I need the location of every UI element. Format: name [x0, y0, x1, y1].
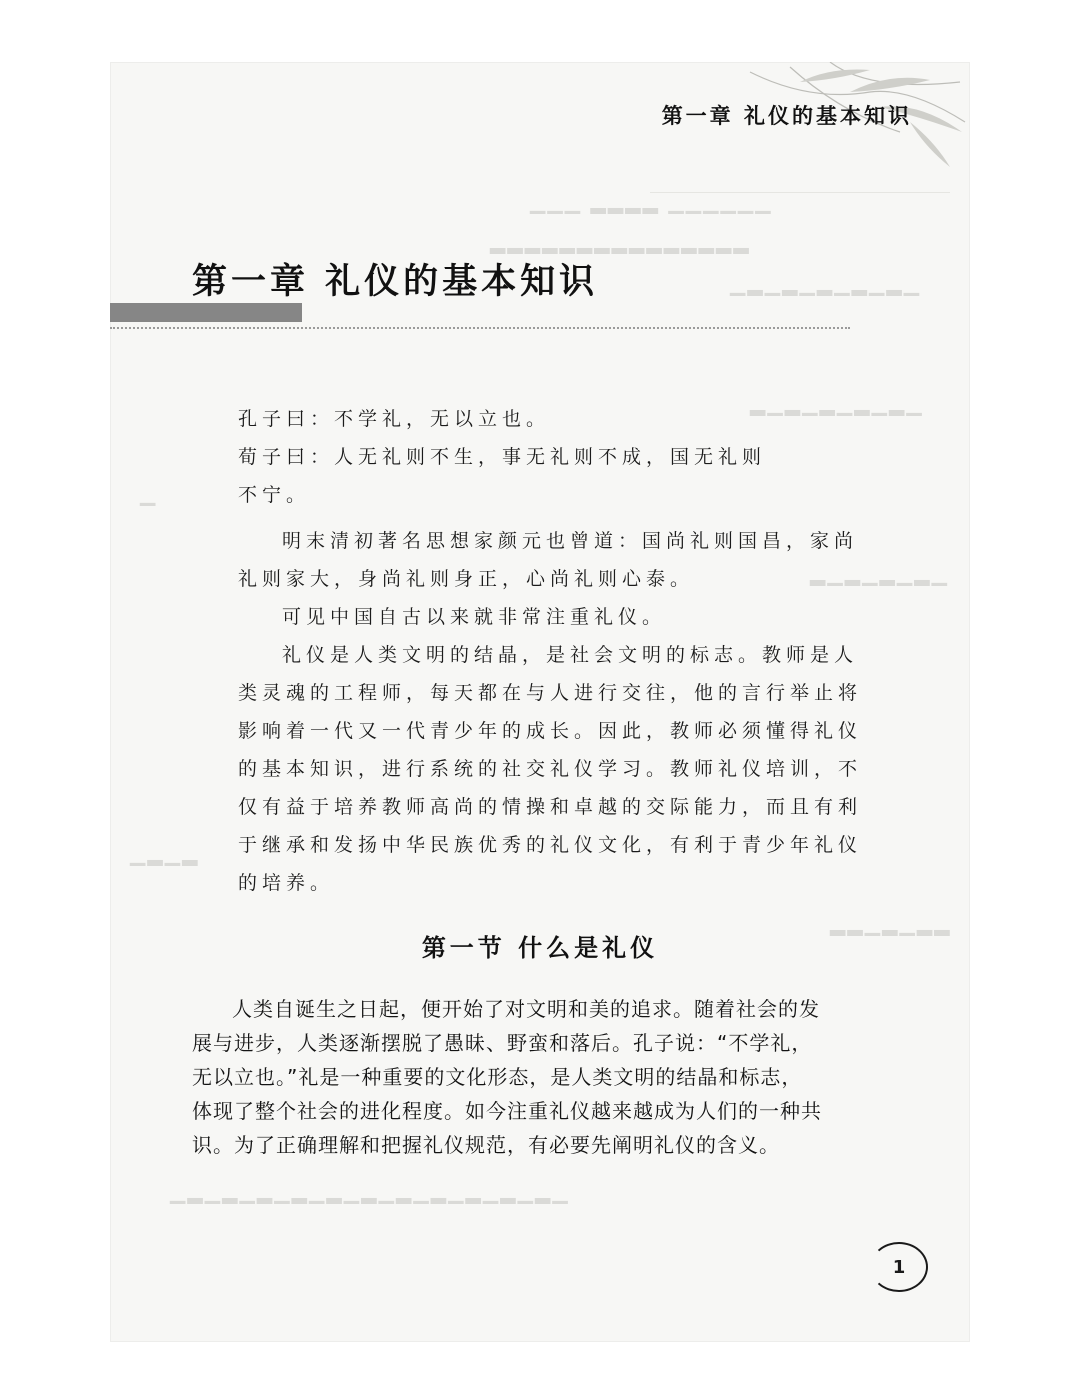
book-page	[110, 62, 970, 1342]
body-paragraph-line: 人类自诞生之日起，便开始了对文明和美的追求。随着社会的发	[232, 997, 820, 1021]
body-paragraph-line: 识。为了正确理解和把握礼仪规范，有必要先阐明礼仪的含义。	[192, 1133, 780, 1157]
quote-line: 影响着一代又一代青少年的成长。因此，教师必须懂得礼仪	[238, 720, 863, 742]
page-number: 1	[870, 1242, 928, 1292]
quote-line: 类灵魂的工程师，每天都在与人进行交往，他的言行举止将	[238, 682, 863, 704]
quote-line: 礼则家大，身尚礼则身正，心尚礼则心泰。	[238, 568, 695, 590]
quote-line: 仅有益于培养教师高尚的情操和卓越的交际能力，而且有利	[238, 796, 863, 818]
running-head: 第一章 礼仪的基本知识	[661, 103, 912, 128]
quote-line: 荀子曰：人无礼则不生，事无礼则不成，国无礼则	[238, 446, 767, 468]
show-through-texture: ▂▁▂▁▂▁▂▁▂▁	[750, 392, 924, 416]
quote-line: 于继承和发扬中华民族优秀的礼仪文化，有利于青少年礼仪	[238, 834, 863, 856]
quote-line: 的基本知识，进行系统的社交礼仪学习。教师礼仪培训，不	[238, 758, 863, 780]
show-through-texture: ▁▁▁ ▂▂▂▂ ▁▁▁▁▁▁	[530, 190, 773, 214]
quote-line: 可见中国自古以来就非常注重礼仪。	[282, 606, 667, 628]
quote-line: 礼仪是人类文明的结晶，是社会文明的标志。教师是人	[282, 644, 859, 666]
show-through-texture: ▁	[140, 482, 158, 506]
quote-line: 孔子曰：不学礼，无以立也。	[238, 408, 551, 430]
section-title: 第一节 什么是礼仪	[421, 933, 659, 962]
chapter-title-bar	[110, 303, 302, 322]
show-through-texture: ▂▂▁▂▁▂▂	[830, 912, 952, 936]
show-through-texture: ▁▂▁▂▁▂▁▂▁▂▁	[730, 272, 922, 296]
show-through-texture: ▂▁▂▁▂▁▂▁	[810, 562, 950, 586]
body-paragraph-line: 无以立也。”礼是一种重要的文化形态，是人类文明的结晶和标志，	[192, 1065, 803, 1089]
quote-line: 不宁。	[238, 484, 311, 506]
chapter-dotted-rule	[110, 327, 850, 329]
body-paragraph-line: 展与进步，人类逐渐摆脱了愚昧、野蛮和落后。孔子说：“不学礼，	[192, 1031, 813, 1055]
show-through-texture: ▁▂▁▂▁▂▁▂▁▂▁▂▁▂▁▂▁▂▁▂▁▂▁	[170, 1180, 570, 1204]
show-through-texture: ▁▂▁▂	[130, 842, 200, 866]
quote-line: 明末清初著名思想家颜元也曾道：国尚礼则国昌，家尚	[282, 530, 859, 552]
show-through-texture: ▂▂▂▂▂▂▂▂▂▂▂▂▂▂▂	[490, 230, 751, 254]
body-paragraph-line: 体现了整个社会的进化程度。如今注重礼仪越来越成为人们的一种共	[192, 1099, 822, 1123]
quote-line: 的培养。	[238, 872, 335, 894]
chapter-title: 第一章 礼仪的基本知识	[192, 261, 599, 302]
